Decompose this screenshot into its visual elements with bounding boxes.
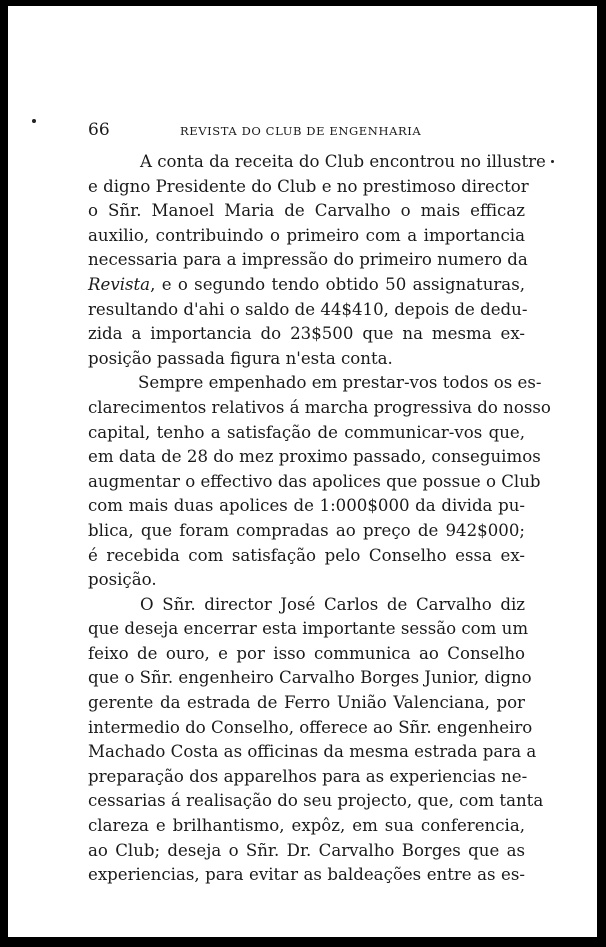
text-line: Machado Costa as officinas da mesma estrada para a: [88, 742, 537, 762]
page-number: 66: [88, 120, 110, 140]
text-line: Revista, e o segundo tendo obtido 50 assignaturas,: [88, 274, 525, 294]
running-header: [88, 120, 528, 142]
text-line: com mais duas apolices de 1:000$000 da divida pu-: [88, 496, 525, 516]
text-line: o Sñr. Manoel Maria de Carvalho o mais efficaz: [88, 201, 525, 221]
text-line: gerente da estrada de Ferro União Valenciana, por: [88, 693, 525, 713]
text-line: Sempre empenhado em prestar-vos todos os es-: [138, 373, 542, 393]
text-line: A conta da receita do Club encontrou no illustre: [140, 152, 546, 171]
text-line: que o Sñr. engenheiro Carvalho Borges Junior, digno: [88, 668, 532, 688]
text-line: O Sñr. director José Carlos de Carvalho diz: [140, 594, 525, 614]
text-line: cessarias á realisação do seu projecto, que, com tanta: [88, 791, 544, 811]
ink-speck: [32, 119, 36, 123]
text-line: intermedio do Conselho, offerece ao Sñr. engenheiro: [88, 717, 533, 737]
paragraph: [88, 371, 551, 592]
text-line: necessaria para a impressão do primeiro numero da: [88, 250, 528, 270]
text-line: é recebida com satisfação pelo Conselho essa ex-: [88, 545, 525, 565]
text-line: feixo de ouro, e por isso communica ao Conselho: [88, 643, 525, 663]
text-line: e digno Presidente do Club e no prestimoso director: [88, 176, 529, 196]
text-line: preparação dos apparelhos para as experiencias ne-: [88, 766, 528, 786]
text-line: auxilio, contribuindo o primeiro com a importancia: [88, 225, 525, 245]
text-line: que deseja encerrar esta importante sessão com um: [88, 619, 529, 639]
paragraph: [88, 593, 544, 888]
ink-speck: [551, 160, 554, 163]
text-line: resultando d'ahi o saldo de 44$410, depois de dedu-: [88, 299, 528, 319]
page: [8, 6, 597, 937]
text-line: ao Club; deseja o Sñr. Dr. Carvalho Borges que as: [88, 840, 525, 860]
text-line: clarecimentos relativos á marcha progressiva do nosso: [88, 397, 551, 417]
text-line: posição.: [88, 570, 157, 590]
text-line: em data de 28 do mez proximo passado, conseguimos: [88, 447, 541, 467]
text-line: posição passada figura n'esta conta.: [88, 348, 393, 368]
body-text: [88, 150, 551, 888]
text-line: clareza e brilhantismo, expôz, em sua conferencia,: [88, 816, 525, 836]
text-line: capital, tenho a satisfação de communicar-vos que,: [88, 422, 525, 442]
text-line: experiencias, para evitar as baldeações entre as es-: [88, 865, 525, 885]
journal-name: Revista: [88, 274, 151, 294]
text-line: zida a importancia do 23$500 que na mesma ex-: [88, 324, 525, 344]
running-title: REVISTA DO CLUB DE ENGENHARIA: [180, 124, 422, 138]
text-line: blica, que foram compradas ao preço de 942$000;: [88, 520, 525, 540]
paragraph: [88, 150, 546, 371]
text-line: augmentar o effectivo das apolices que possue o Club: [88, 471, 541, 491]
